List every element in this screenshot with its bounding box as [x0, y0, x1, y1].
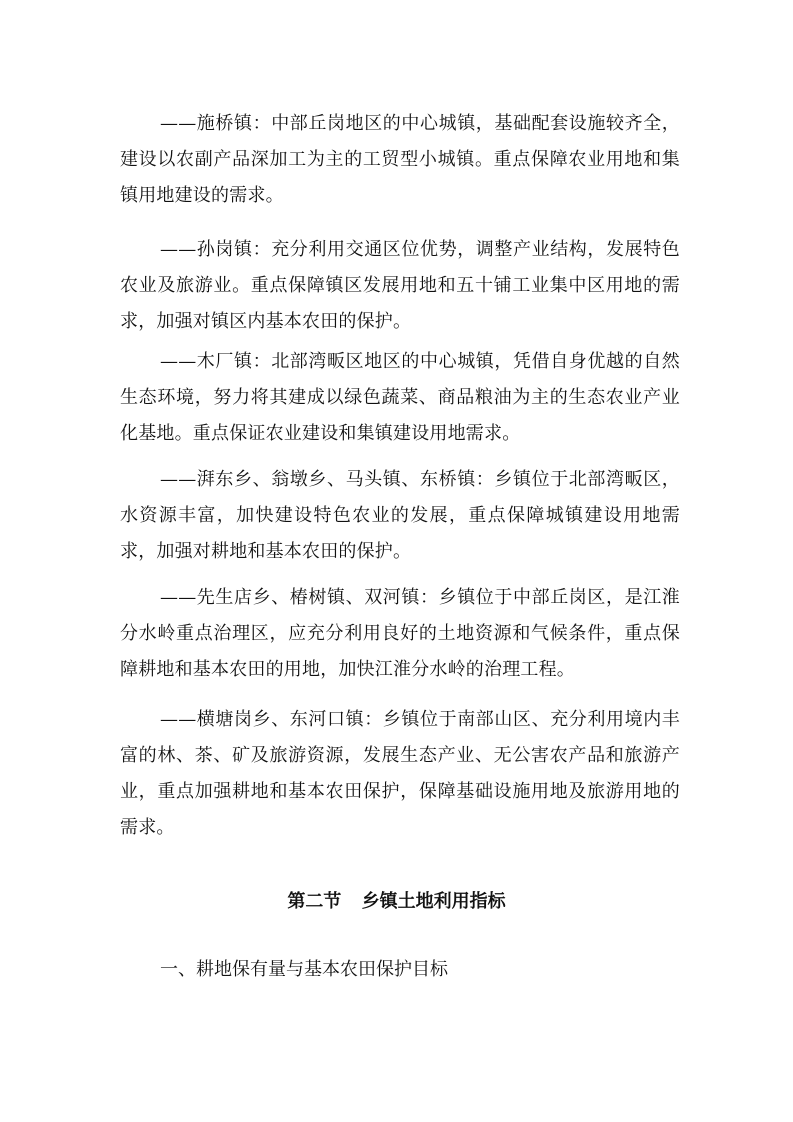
subsection-heading: 一、耕地保有量与基本农田保护目标 [160, 959, 448, 980]
section-heading: 第二节 乡镇土地利用指标 [287, 891, 506, 912]
paragraph-central-towns: ——先生店乡、椿树镇、双河镇：乡镇位于中部丘岗区，是江淮分水岭重点治理区，应充分利用良好的土地资源和气候条件，重点保障耕地和基本农田的用地，加快江淮分水岭的治理工程。 [120, 587, 680, 680]
paragraph-shiqiao: ——施桥镇：中部丘岗地区的中心城镇，基础配套设施较齐全，建设以农副产品深加工为主的工贸型小城镇。重点保障农业用地和集镇用地建设的需求。 [120, 113, 680, 206]
paragraph-sungang: ——孙岗镇：充分利用交通区位优势，调整产业结构，发展特色农业及旅游业。重点保障镇区发展用地和五十铺工业集中区用地的需求，加强对镇区内基本农田的保护。 [120, 239, 680, 332]
paragraph-muchang: ——木厂镇：北部湾畈区地区的中心城镇，凭借自身优越的自然生态环境，努力将其建成以绿色蔬菜、商品粮油为主的生态农业产业化基地。重点保证农业建设和集镇建设用地需求。 [120, 351, 680, 444]
paragraph-northern-towns: ——湃东乡、翁墩乡、马头镇、东桥镇：乡镇位于北部湾畈区，水资源丰富，加快建设特色农业的发展，重点保障城镇建设用地需求，加强对耕地和基本农田的保护。 [120, 469, 680, 562]
paragraph-southern-towns: ——横塘岗乡、东河口镇：乡镇位于南部山区、充分利用境内丰富的林、茶、矿及旅游资源，发展生态产业、无公害农产品和旅游产业，重点加强耕地和基本农田保护，保障基础设施用地及旅游用地的需求。 [120, 709, 680, 838]
